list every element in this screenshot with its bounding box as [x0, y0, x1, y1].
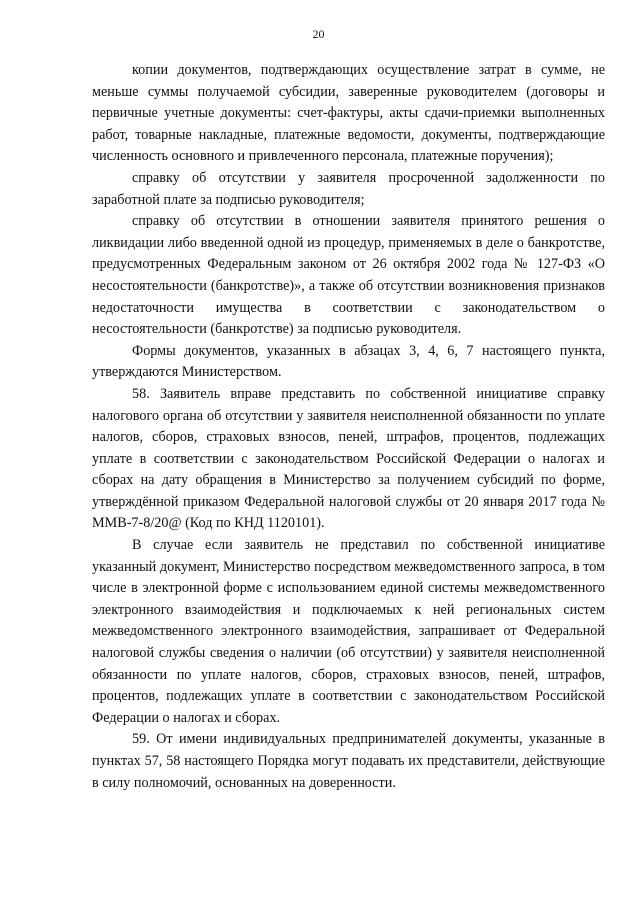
paragraph-item-59: 59. От имени индивидуальных предпринимателей документы, указанные в пунктах 57, 58 настоящего Порядка могут подавать их представители, действующие в силу полномочий, основанных на доверенности.	[92, 731, 605, 791]
paragraph-item-58: 58. Заявитель вправе представить по собственной инициативе справку налогового органа об отсутствии у заявителя неисполненной обязанности по уплате налогов, сборов, страховых взносов, пеней, штрафов, процентов, подлежащих уплате в соответствии с законодательством Российской Федерации о налогах и сборах на дату обращения в Министерство за получением субсидий по форме, утверждённой приказом Федеральной налоговой службы от 20 января 2017 года № ММВ-7-8/20@ (Код по КНД 1120101).	[92, 385, 605, 532]
paragraph-salary-debt-certificate: справку об отсутствии у заявителя просроченной задолженности по заработной плате за подписью руководителя;	[92, 169, 605, 208]
document-body	[92, 60, 605, 794]
page-number: 20	[312, 27, 325, 41]
paragraph-bankruptcy-certificate: справку об отсутствии в отношении заявителя принятого решения о ликвидации либо введенной одной из процедур, применяемых в деле о банкротстве, предусмотренных Федеральным законом от 26 октября 2002 года № 127-ФЗ «О несостоятельности (банкротстве)», а также об отсутствии возникновения признаков недостаточности имущества в соответствии с законодательством о несостоятельности (банкротстве) за подписью руководителя.	[92, 213, 605, 338]
paragraph-document-copies: копии документов, подтверждающих осуществление затрат в сумме, не меньше суммы получаемой субсидии, заверенные руководителем (договоры и первичные учетные документы: счет-фактуры, акты сдачи-приемки выполненных работ, товарные накладные, платежные ведомости, документы, подтверждающие численность основного и привлеченного персонала, платежные поручения);	[92, 62, 605, 165]
paragraph-document-forms: Формы документов, указанных в абзацах 3, 4, 6, 7 настоящего пункта, утверждаются Министерством.	[92, 342, 605, 381]
paragraph-interagency-request: В случае если заявитель не представил по собственной инициативе указанный документ, Министерство посредством межведомственного запроса, в том числе в электронной форме с использованием единой системы межведомственного электронного взаимодействия и подключаемых к ней региональных систем межведомственного электронного взаимодействия, запрашивает от Федеральной налоговой службы сведения о наличии (об отсутствии) у заявителя неисполненной обязанности по уплате налогов, сборов, страховых взносов, пеней, штрафов, процентов, подлежащих уплате в соответствии с законодательством Российской Федерации о налогах и сборах.	[92, 537, 605, 726]
